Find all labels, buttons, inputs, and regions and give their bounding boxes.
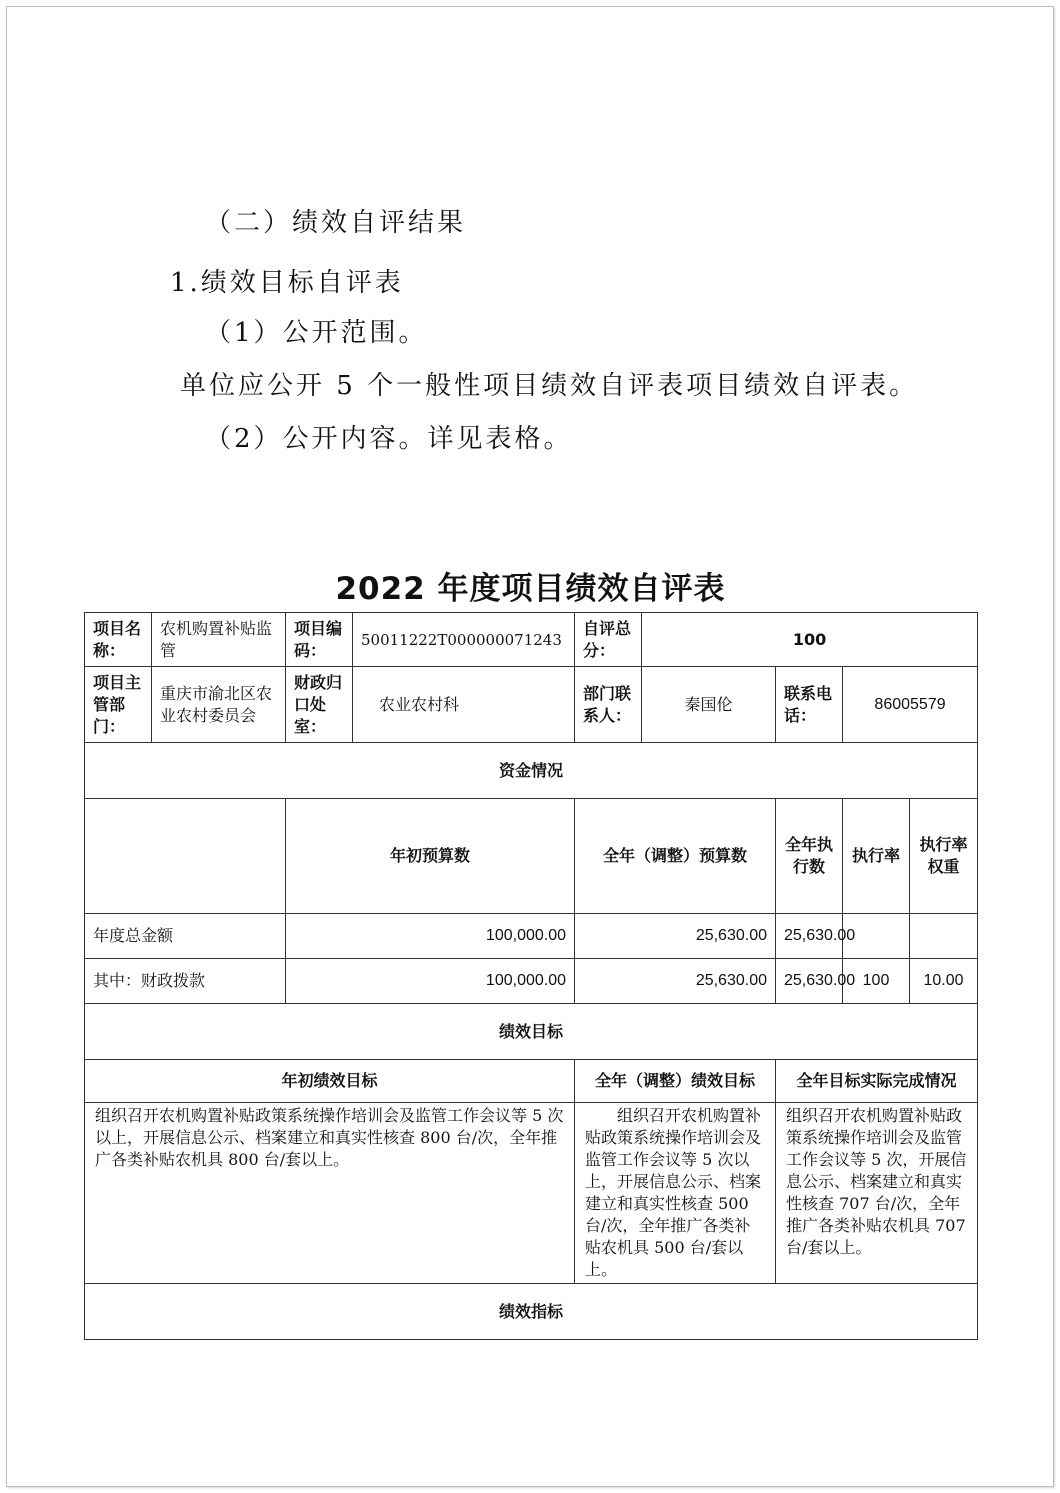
table-row <box>85 959 978 1004</box>
table-row <box>85 799 978 914</box>
funds-row-label: 其中：财政拨款 <box>85 959 286 1004</box>
subsection-heading: 1.绩效目标自评表 <box>170 268 404 298</box>
funds-executed: 25,630.00 <box>776 914 843 959</box>
funds-row-label: 年度总金额 <box>85 914 286 959</box>
goals-initial-text: 组织召开农机购置补贴政策系统操作培训会及监管工作会议等 5 次以上，开展信息公示、档案建立和真实性核查 800 台/次，全年推广各类补贴农机具 800 台/套以上。 <box>85 1103 575 1284</box>
funds-weight <box>910 914 978 959</box>
contact-person: 秦国伦 <box>642 667 776 743</box>
table-row <box>85 1103 978 1284</box>
score-label: 自评总分： <box>575 613 642 667</box>
table-row <box>85 1004 978 1060</box>
goals-header-initial: 年初绩效目标 <box>85 1060 575 1103</box>
goals-header-adjusted: 全年（调整）绩效目标 <box>575 1060 776 1103</box>
goals-adjusted-text: 组织召开农机购置补贴政策系统操作培训会及监管工作会议等 5 次以上，开展信息公示、档案建立和真实性核查 500 台/次，全年推广各类补贴农机具 500 台/套以上。 <box>575 1103 776 1284</box>
project-name: 农机购置补贴监管 <box>152 613 286 667</box>
contact-label: 部门联系人： <box>575 667 642 743</box>
funds-executed: 25,630.00 <box>776 959 843 1004</box>
table-row <box>85 1060 978 1103</box>
funds-weight: 10.00 <box>910 959 978 1004</box>
goals-section-header: 绩效目标 <box>85 1004 978 1060</box>
content-heading: （2）公开内容。详见表格。 <box>205 424 573 454</box>
table-row <box>85 743 978 799</box>
funds-section-header: 资金情况 <box>85 743 978 799</box>
funds-adjusted: 25,630.00 <box>575 914 776 959</box>
table-title: 2022 年度项目绩效自评表 <box>335 571 726 607</box>
table-row <box>85 1284 978 1340</box>
funds-header-adjusted: 全年（调整）预算数 <box>575 799 776 914</box>
funds-header-rate: 执行率 <box>843 799 910 914</box>
phone-label: 联系电话： <box>776 667 843 743</box>
finance-office: 农业农村科 <box>353 667 575 743</box>
project-name-label: 项目名称： <box>85 613 152 667</box>
scope-heading: （1）公开范围。 <box>205 318 428 348</box>
funds-header-initial: 年初预算数 <box>286 799 575 914</box>
section-heading: （二）绩效自评结果 <box>205 208 467 238</box>
funds-initial: 100,000.00 <box>286 914 575 959</box>
scope-text: 单位应公开 5 个一般性项目绩效自评表项目绩效自评表。 <box>180 371 919 401</box>
goals-header-actual: 全年目标实际完成情况 <box>776 1060 978 1103</box>
funds-initial: 100,000.00 <box>286 959 575 1004</box>
dept: 重庆市渝北区农业农村委员会 <box>152 667 286 743</box>
table-row <box>85 914 978 959</box>
table-row <box>85 613 978 667</box>
funds-rate: 100 <box>843 959 910 1004</box>
phone-number: 86005579 <box>843 667 978 743</box>
funds-adjusted: 25,630.00 <box>575 959 776 1004</box>
project-code-label: 项目编码： <box>286 613 353 667</box>
indicators-section-header: 绩效指标 <box>85 1284 978 1340</box>
table-row <box>85 667 978 743</box>
funds-corner-cell <box>85 799 286 914</box>
dept-label: 项目主管部门： <box>85 667 152 743</box>
funds-header-executed: 全年执行数 <box>776 799 843 914</box>
total-score: 100 <box>642 613 978 667</box>
finance-office-label: 财政归口处室： <box>286 667 353 743</box>
evaluation-table <box>84 612 978 1340</box>
funds-header-weight: 执行率权重 <box>910 799 978 914</box>
goals-actual-text: 组织召开农机购置补贴政策系统操作培训会及监管工作会议等 5 次，开展信息公示、档案建立和真实性核查 707 台/次，全年推广各类补贴农机具 707 台/套以上。 <box>776 1103 978 1284</box>
project-code: 50011222T000000071243 <box>353 613 575 667</box>
